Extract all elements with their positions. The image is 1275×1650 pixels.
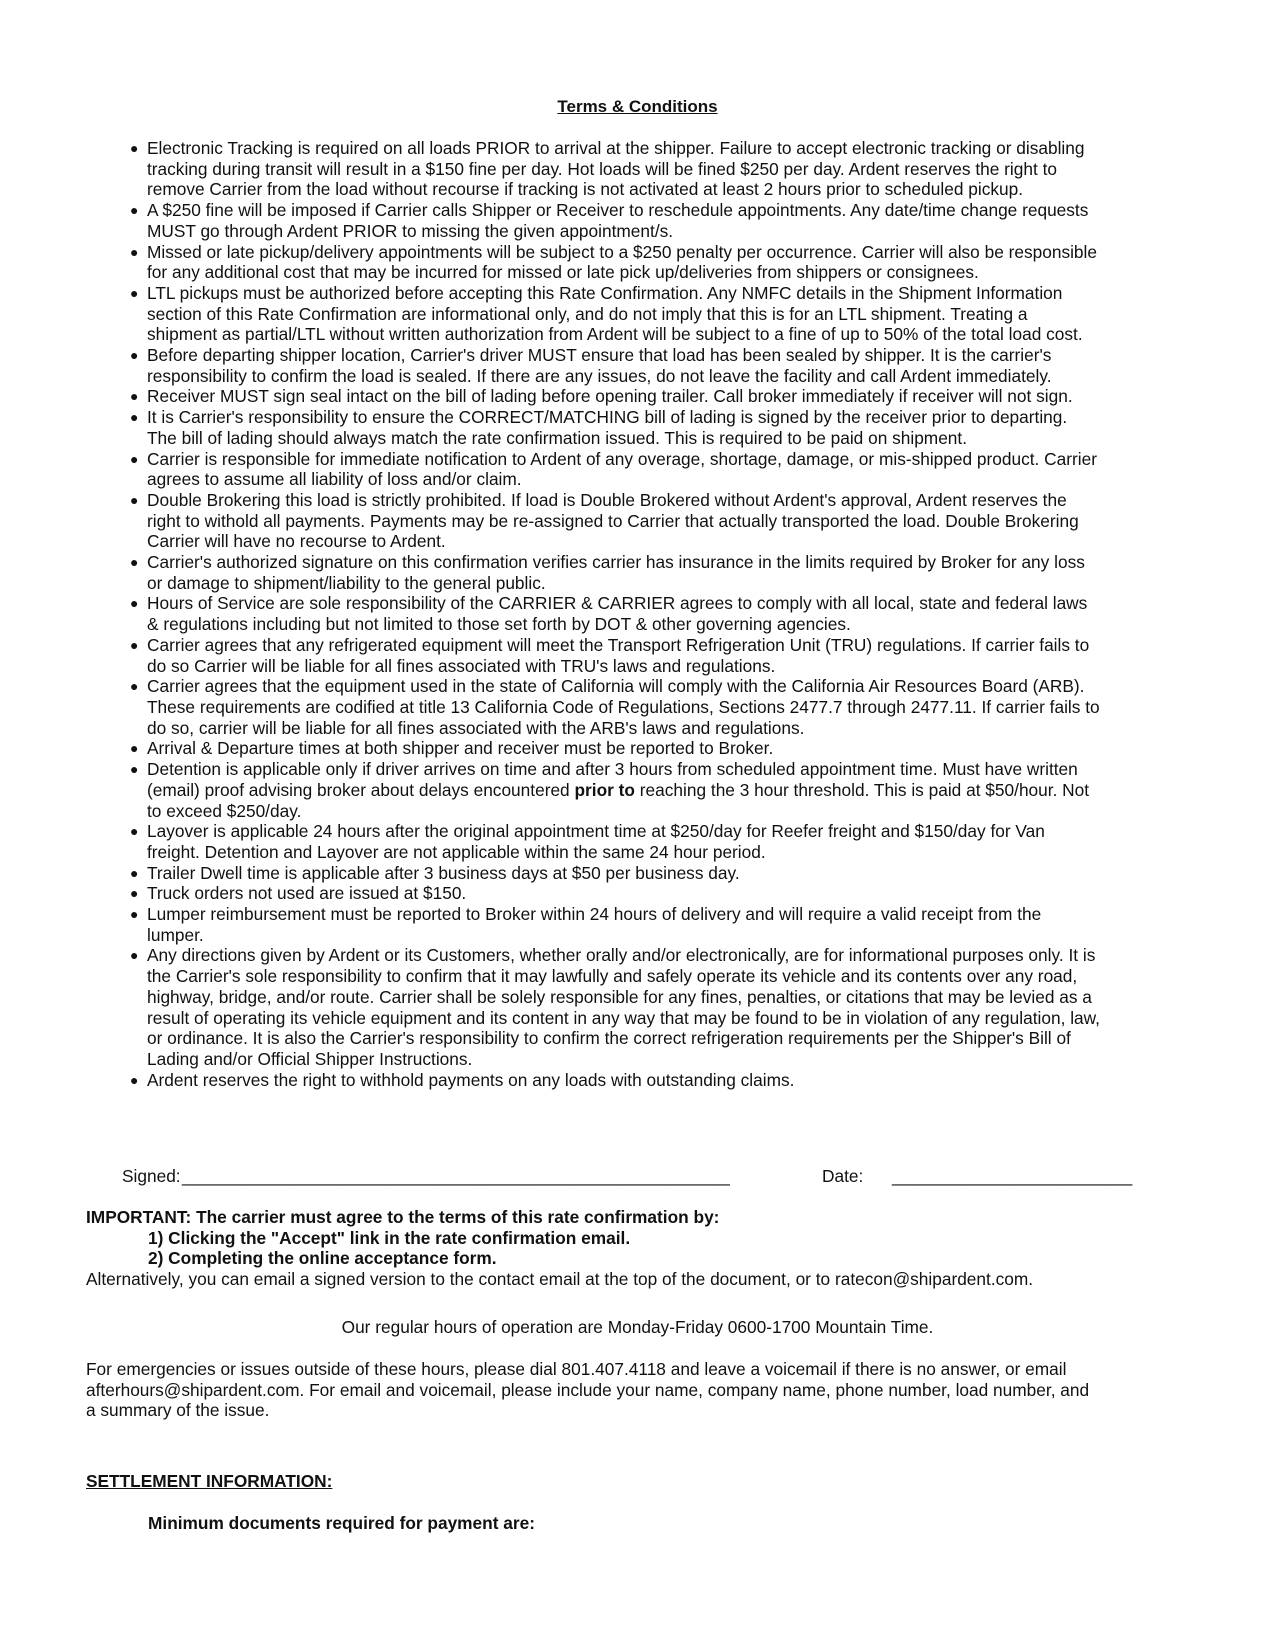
signature-field[interactable]: _________________________________________________________ (182, 1166, 730, 1186)
term-line: responsibility to confirm the load is sealed. If there are any issues, do not leave the facility and call Ardent immediately. (147, 365, 1052, 386)
term-line: A $250 fine will be imposed if Carrier calls Shipper or Receiver to reschedule appointments. Any date/time change requests (147, 200, 1089, 221)
term-line: Trailer Dwell time is applicable after 3 business days at $50 per business day. (147, 862, 740, 883)
term-line: The bill of lading should always match the rate confirmation issued. This is required to be paid on shipment. (147, 427, 968, 448)
list-item (130, 283, 1170, 345)
bullet-icon: ● (130, 947, 139, 964)
list-item (130, 821, 1170, 862)
term-line: Electronic Tracking is required on all loads PRIOR to arrival at the shipper. Failure to accept electronic tracking or disabling (147, 138, 1085, 158)
term-line: Layover is applicable 24 hours after the original appointment time at $250/day for Reefer freight and $150/day for Van (147, 821, 1045, 842)
acceptance-step: 1) Clicking the "Accept" link in the rate confirmation email. (148, 1227, 631, 1248)
term-line: Lading and/or Official Shipper Instructions. (147, 1048, 473, 1069)
bullet-icon: ● (130, 243, 139, 260)
list-item (130, 242, 1170, 283)
list-item (130, 904, 1170, 945)
emergency-line: a summary of the issue. (86, 1400, 270, 1421)
emergency-line: afterhours@shipardent.com. For email and voicemail, please include your name, company name, phone number, load number, and (86, 1379, 1090, 1400)
term-line: Carrier agrees that any refrigerated equipment will meet the Transport Refrigeration Unit (TRU) regulations. If carrier fails to (147, 634, 1090, 655)
bullet-icon: ● (130, 761, 139, 778)
list-item (130, 863, 1170, 884)
list-item (130, 345, 1170, 386)
term-line: Lumper reimbursement must be reported to Broker within 24 hours of delivery and will require a valid receipt from the (147, 904, 1042, 925)
bullet-icon: ● (130, 678, 139, 695)
term-emphasis: prior to (574, 779, 635, 800)
list-item (130, 490, 1170, 552)
term-line: or damage to shipment/liability to the general public. (147, 572, 546, 593)
term-line: Carrier is responsible for immediate notification to Ardent of any overage, shortage, damage, or mis-shipped product. Carrier (147, 448, 1097, 469)
term-line: do so, carrier will be liable for all fines associated with the ARB's laws and regulations. (147, 717, 805, 738)
term-line: & regulations including but not limited to those set forth by DOT & other governing agencies. (147, 614, 851, 635)
signed-label: Signed: (122, 1166, 181, 1186)
list-item (130, 738, 1170, 759)
bullet-icon: ● (130, 1071, 139, 1088)
bullet-icon: ● (130, 885, 139, 902)
term-line: Any directions given by Ardent or its Customers, whether orally and/or electronically, are for informational purposes only. It is (147, 945, 1096, 966)
term-line: These requirements are codified at title 13 California Code of Regulations, Sections 2477.7 through 2477.11. If carrier fails to (147, 696, 1100, 717)
list-item (130, 635, 1170, 676)
settlement-heading: SETTLEMENT INFORMATION: (86, 1471, 333, 1491)
bullet-icon: ● (130, 906, 139, 923)
bullet-icon: ● (130, 388, 139, 405)
alternative-text: Alternatively, you can email a signed version to the contact email at the top of the document, or to ratecon@shipardent.com. (86, 1269, 1034, 1290)
list-item (130, 449, 1170, 490)
term-line (147, 780, 1170, 801)
list-item (130, 138, 1170, 200)
term-line: freight. Detention and Layover are not applicable within the same 24 hour period. (147, 841, 766, 862)
bullet-icon: ● (130, 740, 139, 757)
bullet-icon: ● (130, 864, 139, 881)
term-line: do so Carrier will be liable for all fines associated with TRU's laws and regulations. (147, 655, 776, 676)
list-item (130, 1070, 1170, 1091)
term-line: Receiver MUST sign seal intact on the bill of lading before opening trailer. Call broker immediately if receiver will not sign. (147, 386, 1073, 407)
term-line: lumper. (147, 924, 204, 945)
list-item (130, 200, 1170, 241)
emergency-paragraph (86, 1359, 1196, 1421)
bullet-icon: ● (130, 284, 139, 301)
bullet-icon: ● (130, 347, 139, 364)
list-item (130, 386, 1170, 407)
date-label: Date: (822, 1166, 864, 1186)
bullet-icon: ● (130, 595, 139, 612)
important-title: IMPORTANT: The carrier must agree to the terms of this rate confirmation by: (86, 1207, 720, 1227)
term-line: right to withold all payments. Payments may be re-assigned to Carrier that actually transported the load. Double Brokering (147, 510, 1079, 531)
date-field[interactable]: _________________________ (892, 1166, 1133, 1186)
term-line: highway, bridge, and/or route. Carrier shall be solely responsible for any fines, penalties, or citations that may be levied as a (147, 986, 1092, 1007)
term-line: MUST go through Ardent PRIOR to missing the given appointment/s. (147, 220, 674, 241)
term-line: Hours of Service are sole responsibility of the CARRIER & CARRIER agrees to comply with all local, state and federal laws (147, 593, 1088, 614)
term-line: Carrier agrees that the equipment used in the state of California will comply with the California Air Resources Board (ARB). (147, 676, 1085, 697)
hours-of-operation: Our regular hours of operation are Monday-Friday 0600-1700 Mountain Time. (341, 1317, 934, 1337)
term-line: or ordinance. It is also the Carrier's responsibility to confirm the correct refrigeration requirements per the Shipper's Bill of (147, 1028, 1071, 1049)
term-line: Missed or late pickup/delivery appointments will be subject to a $250 penalty per occurrence. Carrier will also be responsible (147, 241, 1097, 262)
term-line: to exceed $250/day. (147, 800, 302, 821)
bullet-icon: ● (130, 823, 139, 840)
bullet-icon: ● (130, 409, 139, 426)
term-text: reaching the 3 hour threshold. This is paid at $50/hour. Not (639, 779, 1090, 800)
bullet-icon: ● (130, 202, 139, 219)
list-item (130, 676, 1170, 738)
list-item (130, 883, 1170, 904)
list-item (130, 407, 1170, 448)
term-line: remove Carrier from the load without recourse if tracking is not activated at least 2 hours prior to scheduled pickup. (147, 179, 1024, 200)
bullet-icon: ● (130, 636, 139, 653)
term-line: the Carrier's sole responsibility to confirm that it may lawfully and safely operate its vehicle and its contents over any road, (147, 966, 1078, 987)
page-title: Terms & Conditions (557, 97, 718, 116)
term-text: (email) proof advising broker about delays encountered (147, 779, 570, 800)
list-item (130, 593, 1170, 634)
bullet-icon: ● (130, 491, 139, 508)
term-line: Double Brokering this load is strictly prohibited. If load is Double Brokered without Ardent's approval, Ardent reserves the (147, 489, 1067, 510)
term-line: tracking during transit will result in a $150 fine per day. Hot loads will be fined $250 per day. Ardent reserves the right to (147, 158, 1057, 179)
term-line: section of this Rate Confirmation are informational only, and do not imply that this is for an LTL shipment. Treating a (147, 303, 1028, 324)
min-docs-heading: Minimum documents required for payment are: (148, 1513, 535, 1533)
acceptance-step: 2) Completing the online acceptance form. (148, 1248, 497, 1269)
term-line: Detention is applicable only if driver arrives on time and after 3 hours from scheduled appointment time. Must have written (147, 759, 1078, 780)
list-item (130, 552, 1170, 593)
term-line: shipment as partial/LTL without written authorization from Ardent will be subject to a fine of up to 50% of the total load cost. (147, 324, 1083, 345)
term-line: LTL pickups must be authorized before accepting this Rate Confirmation. Any NMFC details in the Shipment Information (147, 282, 1063, 303)
term-line: Ardent reserves the right to withhold payments on any loads with outstanding claims. (147, 1069, 795, 1090)
term-line: Carrier will have no recourse to Ardent. (147, 531, 446, 552)
term-line: Before departing shipper location, Carrier's driver MUST ensure that load has been sealed by shipper. It is the carrier's (147, 345, 1052, 366)
emergency-line: For emergencies or issues outside of these hours, please dial 801.407.4118 and leave a voicemail if there is no answer, or email (86, 1359, 1067, 1379)
term-line: Truck orders not used are issued at $150. (147, 883, 467, 904)
list-item (130, 759, 1170, 821)
term-line: Arrival & Departure times at both shipper and receiver must be reported to Broker. (147, 738, 774, 759)
important-notice (86, 1207, 1196, 1290)
terms-list (130, 138, 1170, 1090)
bullet-icon: ● (130, 554, 139, 571)
bullet-icon: ● (130, 450, 139, 467)
list-item (130, 945, 1170, 1069)
bullet-icon: ● (130, 140, 139, 156)
term-line: agrees to assume all liability of loss and/or claim. (147, 469, 522, 490)
term-line: result of operating its vehicle equipment and its content in any way that may be found to be in violation of any regulation, law, (147, 1007, 1100, 1028)
term-line: for any additional cost that may be incurred for missed or late pick up/deliveries from shippers or consignees. (147, 262, 979, 283)
term-line: It is Carrier's responsibility to ensure the CORRECT/MATCHING bill of lading is signed by the receiver prior to departing. (147, 407, 1068, 428)
term-line: Carrier's authorized signature on this confirmation verifies carrier has insurance in the limits required by Broker for any loss (147, 552, 1085, 573)
